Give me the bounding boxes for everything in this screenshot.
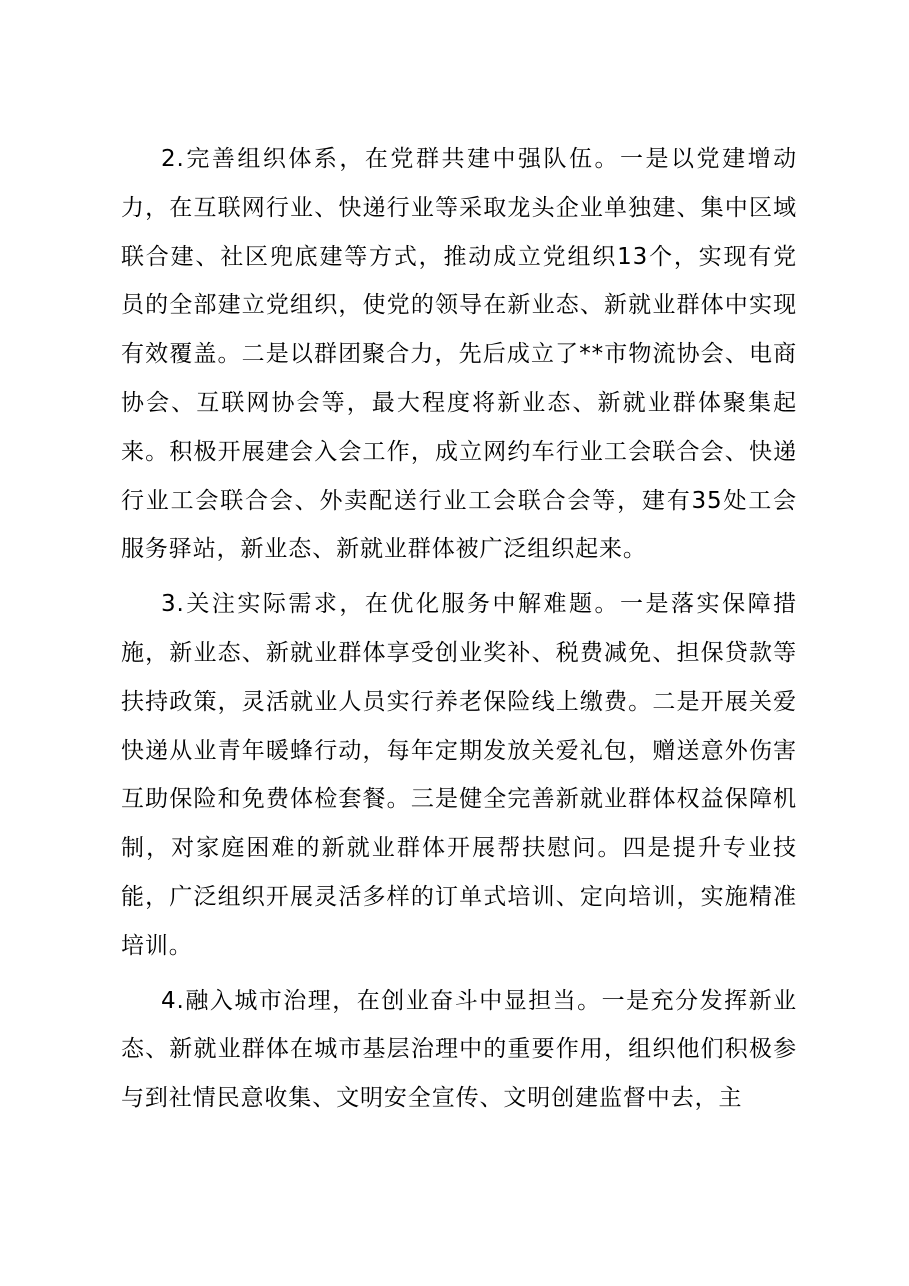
- paragraph-service-needs: 3.关注实际需求，在优化服务中解难题。一是落实保障措施，新业态、新就业群体享受创业奖补、税费减免、担保贷款等扶持政策，灵活就业人员实行养老保险线上缴费。二是开展关爱快递从业青年暖蜂行动，每年定期发放关爱礼包，赠送意外伤害互助保险和免费体检套餐。三是健全完善新就业群体权益保障机制，对家庭困难的新就业群体开展帮扶慰问。四是提升专业技能，广泛组织开展灵活多样的订单式培训、定向培训，实施精准培训。: [121, 591, 797, 959]
- paragraph-organization-system: 2.完善组织体系，在党群共建中强队伍。一是以党建增动力，在互联网行业、快递行业等采取龙头企业单独建、集中区域联合建、社区兜底建等方式，推动成立党组织13个，实现有党员的全部建立党组织，使党的领导在新业态、新就业群体中实现有效覆盖。二是以群团聚合力，先后成立了**市物流协会、电商协会、互联网协会等，最大程度将新业态、新就业群体聚集起来。积极开展建会入会工作，成立网约车行业工会联合会、快递行业工会联合会、外卖配送行业工会联合会等，建有35处工会服务驿站，新业态、新就业群体被广泛组织起来。: [121, 146, 797, 563]
- paragraph-urban-governance: 4.融入城市治理，在创业奋斗中显担当。一是充分发挥新业态、新就业群体在城市基层治理中的重要作用，组织他们积极参与到社情民意收集、文明安全宣传、文明创建监督中去，主: [121, 987, 797, 1112]
- document-body: [121, 135, 797, 1129]
